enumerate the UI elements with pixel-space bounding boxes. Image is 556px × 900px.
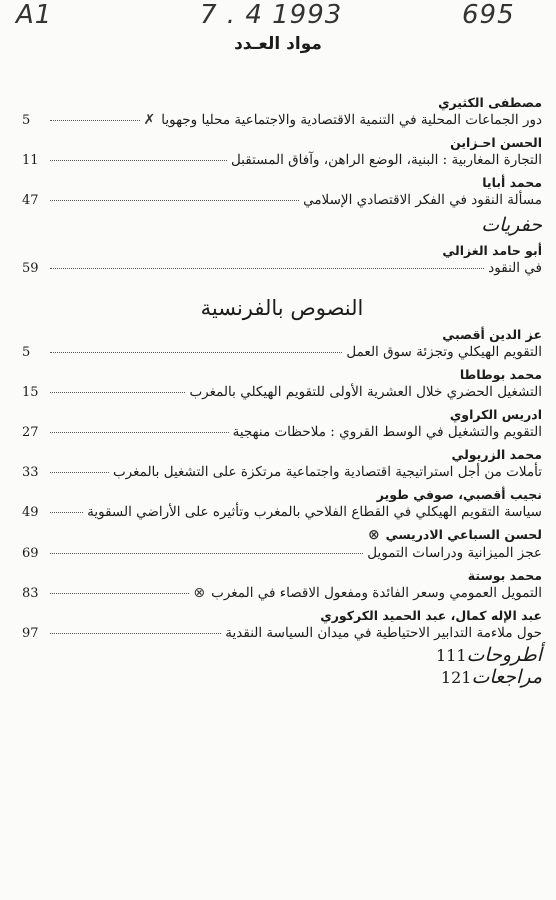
toc-item (22, 367, 542, 400)
handwritten-code: A1 (16, 0, 53, 30)
handwritten-date: 7 . 4 1993 (200, 0, 343, 30)
toc-item (22, 608, 542, 641)
page-number: 49 (22, 505, 39, 520)
entry-title: مسألة النقود في الفكر الاقتصادي الإسلامي (303, 192, 542, 208)
entry-title: التمويل العمومي وسعر الفائدة ومفعول الاقصاء في المغرب (211, 585, 542, 601)
leader-dots (50, 553, 363, 554)
author-name (22, 527, 542, 543)
entry-title: حول ملاءمة التدابير الاحتياطية في ميدان السياسة النقدية (225, 625, 542, 641)
leader-dots (50, 200, 299, 201)
entry-title: دور الجماعات المحلية في التنمية الاقتصادية والاجتماعية محليا وجهويا (161, 112, 542, 128)
leader-dots (50, 392, 185, 393)
leader-dots (50, 120, 140, 121)
toc-item (22, 95, 542, 128)
author-name: عبد الإله كمال، عبد الحميد الكركوري (320, 608, 542, 623)
table-of-contents (22, 88, 542, 688)
section-title: مراجعات (471, 666, 542, 688)
toc-entry (22, 625, 542, 641)
toc-section-theses (22, 644, 542, 666)
toc-entry (22, 504, 542, 520)
page-number: 121 (440, 668, 472, 687)
entry-title: التجارة المغاربية : البنية، الوضع الراهن، وآفاق المستقبل (230, 152, 542, 168)
leader-dots (50, 160, 227, 161)
page-number: 69 (22, 546, 39, 561)
toc-item (22, 175, 542, 208)
page-number: 27 (22, 425, 39, 440)
toc-item (22, 407, 542, 440)
author-name: ادريس الكراوي (449, 407, 542, 422)
section-heading-hafriyat: حفريات (481, 214, 542, 236)
entry-title: عجز الميزانية ودراسات التمويل (367, 545, 542, 561)
author-name: محمد أبايا (482, 175, 542, 190)
toc-entry (22, 545, 542, 561)
page-number: 33 (22, 465, 39, 480)
leader-dots (50, 268, 484, 269)
handwritten-check-mark: ⊗ (193, 585, 206, 601)
toc-group-arabic (22, 95, 542, 208)
toc-group-french (22, 327, 542, 641)
page-number: 59 (22, 261, 39, 276)
page-title: مواد العـدد (234, 34, 322, 54)
entry-title: تأملات من أجل استراتيجية اقتصادية واجتماعية مرتكزة على التشغيل بالمغرب (112, 464, 542, 480)
section-title: أطروحات (466, 644, 542, 666)
section-heading-french: النصوص بالفرنسية (200, 296, 364, 320)
entry-title: سياسة التقويم الهيكلي في القطاع الفلاحي بالمغرب وتأثيره على الأراضي السقوية (87, 504, 542, 520)
toc-entry (22, 344, 542, 360)
entry-title: التقويم الهيكلي وتجزئة سوق العمل (346, 344, 542, 360)
entry-title: في النقود (488, 260, 542, 276)
toc-item (22, 243, 542, 276)
leader-dots (50, 352, 342, 353)
leader-dots (50, 432, 229, 433)
toc-item (22, 447, 542, 480)
author-name: محمد بوطاطا (459, 367, 542, 382)
page-number: 111 (435, 646, 467, 665)
page-number: 47 (22, 193, 39, 208)
author-name: عز الدين أقصبي (442, 327, 542, 342)
toc-entry (22, 384, 542, 400)
author-name: أبو حامد الغزالي (442, 243, 542, 258)
entry-title: التقويم والتشغيل في الوسط القروي : ملاحظات منهجية (232, 424, 542, 440)
toc-entry (22, 585, 542, 601)
handwritten-number: 695 (462, 0, 515, 30)
toc-item (22, 327, 542, 360)
author-name: محمد الزريولي (451, 447, 542, 462)
author-name-text: لحسن السباعي الادريسي (385, 527, 542, 542)
author-name: نجيب أقصبي، صوفي طوير (376, 487, 542, 502)
toc-entry (22, 260, 542, 276)
toc-entry (22, 152, 542, 168)
toc-entry (22, 112, 542, 128)
page-number: 5 (22, 345, 31, 360)
page-number: 83 (22, 586, 39, 601)
leader-dots (50, 633, 221, 634)
toc-entry (22, 424, 542, 440)
author-name: محمد بوستة (467, 568, 542, 583)
toc-item (22, 568, 542, 601)
handwritten-check-mark: ✗ (143, 112, 156, 128)
page-number: 5 (22, 113, 31, 128)
leader-dots (50, 593, 189, 594)
leader-dots (50, 512, 83, 513)
toc-item (22, 487, 542, 520)
toc-item (22, 135, 542, 168)
page-number: 11 (22, 153, 39, 168)
toc-section-reviews (22, 666, 542, 688)
entry-title: التشغيل الحضري خلال العشرية الأولى للتقويم الهيكلي بالمغرب (189, 384, 542, 400)
author-name: مصطفى الكثيري (438, 95, 542, 110)
page-number: 15 (22, 385, 39, 400)
handwritten-check-mark: ⊗ (367, 527, 380, 543)
leader-dots (50, 472, 109, 473)
toc-entry (22, 464, 542, 480)
toc-entry (22, 192, 542, 208)
author-name: الحسن احـزاين (450, 135, 542, 150)
page-number: 97 (22, 626, 39, 641)
toc-item (22, 527, 542, 561)
